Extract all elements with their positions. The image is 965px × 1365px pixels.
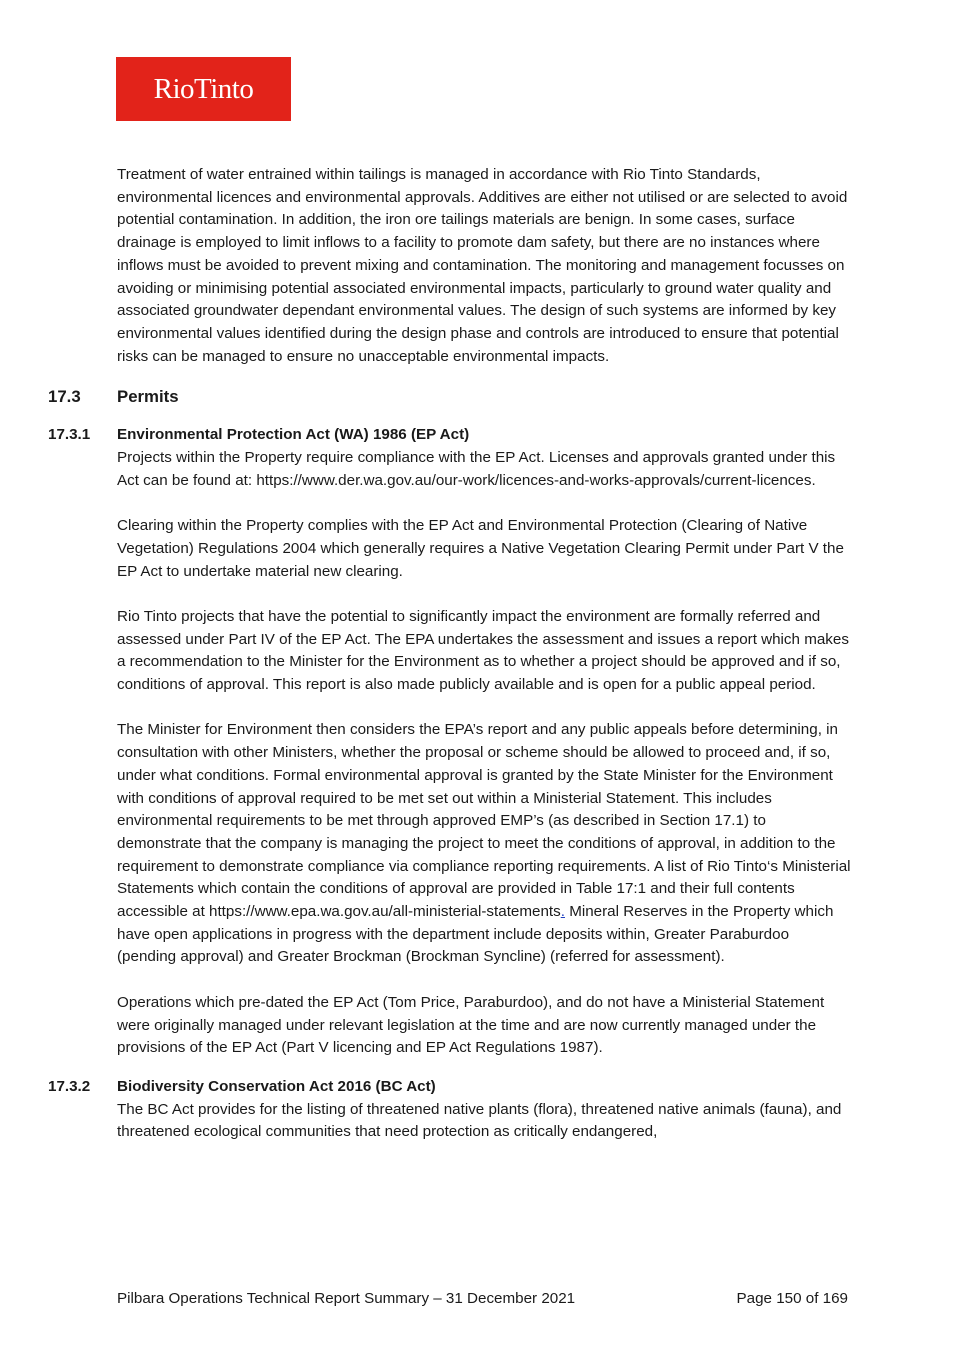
footer-page-number: Page 150 of 169 xyxy=(736,1290,848,1307)
footer-report-title: Pilbara Operations Technical Report Summary – 31 December 2021 xyxy=(117,1290,576,1307)
section-heading xyxy=(48,386,852,408)
page-body xyxy=(48,164,852,1144)
subsection-number: 17.3.2 xyxy=(48,1077,91,1095)
ep-act-paragraph-2: Clearing within the Property complies with the EP Act and Environmental Protection (Clearing of Native Vegetation) Regulations 2004 which generally requires a Native Vegetation Clearing Permit under Part V the EP Act to undertake material new clearing. xyxy=(117,517,844,580)
subsection-title: Biodiversity Conservation Act 2016 (BC Act) xyxy=(117,1077,436,1095)
section-title: Permits xyxy=(117,387,179,407)
subsection-heading-bc-act xyxy=(48,1076,852,1099)
ep-act-paragraph-4-text: The Minister for Environment then considers the EPA’s report and any public appeals before determining, in consultation with other Ministers, whether the proposal or scheme should be allowed to proceed and, if so, under what conditions. Formal environmental approval is granted by the State Minister for the Environment with conditions of approval required to be met set out within a Ministerial Statement. This includes environmental requirements to be met through approved EMP’s (as described in Section 17.1) to demonstrate that the company is managing the project to meet the conditions of approval, in addition to the requirement to demonstrate compliance via compliance reporting requirements. A list of Rio Tinto‘s Ministerial Statements which contain the conditions of approval are provided in Table 17:1 and their full contents accessible at https://www.epa.wa.gov.au/all-ministerial-statements xyxy=(117,721,851,921)
rio-tinto-logo xyxy=(116,57,291,121)
page-footer xyxy=(117,1288,848,1310)
ep-act-paragraph-4-continued: Mineral Reserves in the Property which have open applications in progress with the department include deposits within, Greater Paraburdoo (pending approval) and Greater Brockman (Brockman Syncline) (referred for assessment). xyxy=(117,903,834,966)
section-number: 17.3 xyxy=(48,387,81,407)
subsection-heading-ep-act xyxy=(48,424,852,447)
subsection-title: Environmental Protection Act (WA) 1986 (EP Act) xyxy=(117,426,470,444)
ep-act-paragraph-3: Rio Tinto projects that have the potential to significantly impact the environment are formally referred and assessed under Part IV of the EP Act. The EPA undertakes the assessment and issues a report which makes a recommendation to the Minister for the Environment as to whether a project should be approved and if so, conditions of approval. This report is also made publicly available and is open for a public appeal period. xyxy=(117,607,849,694)
ministerial-statements-link[interactable]: . xyxy=(560,903,565,921)
intro-paragraph: Treatment of water entrained within tailings is managed in accordance with Rio Tinto Standards, environmental licences and environmental approvals. Additives are either not utilised or are selected to avoid potential contamination. In addition, the iron ore tailings materials are benign. In some cases, surface drainage is employed to limit inflows to a facility to promote dam safety, but there are no instances where inflows must be avoided to prevent mixing and contamination. The monitoring and management focusses on avoiding or minimising potential associated environmental impacts, particularly to ground water quality and associated groundwater dependant environmental values. The design of such systems are informed by key environmental values identified during the design phase and controls are introduced to ensure that potential risks can be managed to ensure no unacceptable environmental impacts. xyxy=(117,166,848,365)
ep-act-paragraph-1: Projects within the Property require compliance with the EP Act. Licenses and approvals granted under this Act can be found at: https://www.der.wa.gov.au/our-work/licences-and-works-approvals/current-licences. xyxy=(117,449,836,489)
ep-act-paragraph-5: Operations which pre-dated the EP Act (Tom Price, Paraburdoo), and do not have a Ministerial Statement were originally managed under relevant legislation at the time and are now currently managed under the provisions of the EP Act (Part V licencing and EP Act Regulations 1987). xyxy=(117,993,825,1057)
subsection-number: 17.3.1 xyxy=(48,426,91,444)
logo-text: RioTinto xyxy=(153,72,254,105)
ep-act-paragraph-4 xyxy=(117,719,852,969)
bc-act-paragraph-1: The BC Act provides for the listing of threatened native plants (flora), threatened native animals (fauna), and threatened ecological communities that need protection as critically endangered, xyxy=(117,1100,842,1141)
